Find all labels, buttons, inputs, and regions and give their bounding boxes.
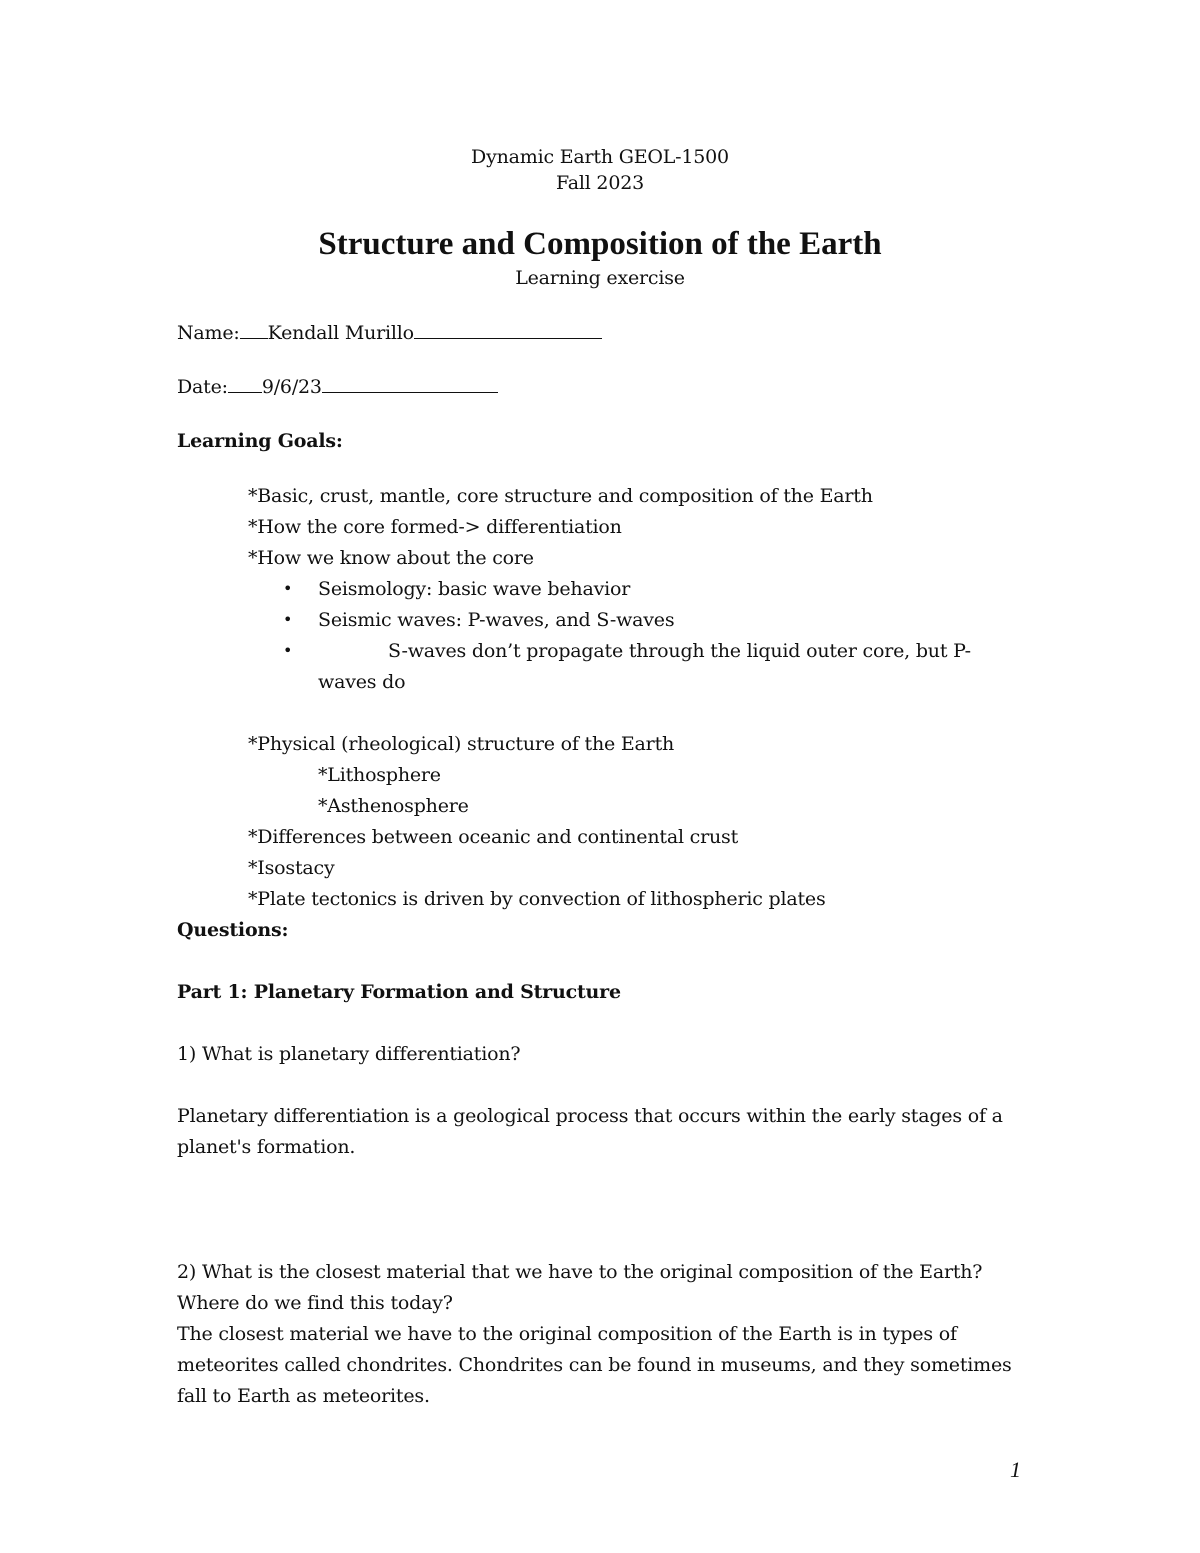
name-label: Name: (177, 322, 240, 344)
sub-goal-item-continuation: waves do (318, 671, 406, 693)
term: Fall 2023 (556, 172, 644, 194)
sub-goal-item: Seismology: basic wave behavior (318, 578, 631, 600)
date-label: Date: (177, 376, 228, 398)
answer-1-line: Planetary differentiation is a geological process that occurs within the early stages of a (177, 1105, 1003, 1127)
answer-2-line: meteorites called chondrites. Chondrites can be found in museums, and they sometimes (177, 1354, 1012, 1376)
date-underline-lead (228, 374, 262, 393)
name-field (177, 320, 602, 345)
goal-sub-item: *Asthenosphere (318, 795, 469, 817)
goal-item: *How we know about the core (248, 547, 534, 569)
goal-item: *Basic, crust, mantle, core structure and composition of the Earth (248, 485, 873, 507)
questions-heading: Questions: (177, 919, 289, 941)
page-number: 1 (1010, 1457, 1021, 1482)
date-field (177, 374, 498, 399)
bullet-icon: • (283, 641, 293, 660)
sub-goal-item: S-waves don’t propagate through the liquid outer core, but P- (388, 640, 971, 662)
document-title: Structure and Composition of the Earth (318, 226, 882, 262)
goal-item: *How the core formed-> differentiation (248, 516, 622, 538)
goal-item: *Differences between oceanic and continental crust (248, 826, 739, 848)
answer-2-line: The closest material we have to the original composition of the Earth is in types of (177, 1323, 957, 1345)
goal-sub-item: *Lithosphere (318, 764, 441, 786)
answer-1-line: planet's formation. (177, 1136, 356, 1158)
goal-item: *Isostacy (248, 857, 335, 879)
part-heading: Part 1: Planetary Formation and Structure (177, 981, 621, 1003)
name-underline-lead (240, 320, 268, 339)
bullet-icon: • (283, 579, 293, 598)
question-2-line: 2) What is the closest material that we have to the original composition of the Earth? (177, 1261, 983, 1283)
learning-goals-heading: Learning Goals: (177, 430, 343, 452)
goal-item: *Plate tectonics is driven by convection of lithospheric plates (248, 888, 826, 910)
goal-item: *Physical (rheological) structure of the Earth (248, 733, 675, 755)
bullet-icon: • (283, 610, 293, 629)
question-2-line: Where do we find this today? (177, 1292, 453, 1314)
date-underline-tail (322, 374, 498, 393)
name-underline-tail (414, 320, 602, 339)
answer-2-line: fall to Earth as meteorites. (177, 1385, 430, 1407)
course-name: Dynamic Earth GEOL-1500 (471, 146, 729, 168)
document-subtitle: Learning exercise (515, 267, 685, 289)
question-1: 1) What is planetary differentiation? (177, 1043, 521, 1065)
name-value: Kendall Murillo (267, 322, 414, 344)
sub-goal-item: Seismic waves: P-waves, and S-waves (318, 609, 675, 631)
date-value: 9/6/23 (261, 376, 322, 398)
